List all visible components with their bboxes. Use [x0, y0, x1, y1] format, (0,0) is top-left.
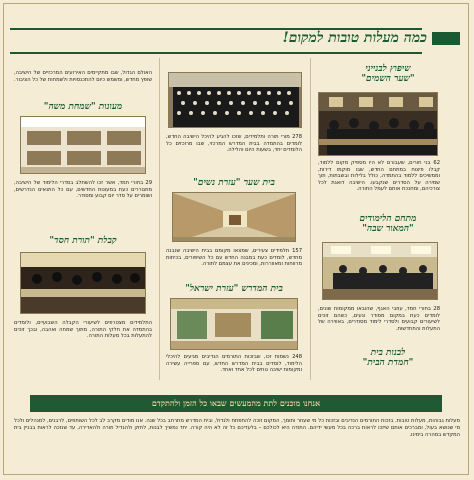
section-heading: בית שער "עזרת נשים"	[193, 178, 275, 188]
page-title: כמה מעלות טובות למקום!	[282, 30, 427, 46]
column-left	[14, 58, 154, 380]
header-accent-block	[432, 32, 460, 45]
section-paragraph: 29 בחורי חמד, אשר זכו להשתלב בסדרי הלימוד של הישיבה, מתגוררים כעת במעונות החדשים, עם כל התנאים הנדרשים, ושומרים על סדר יום קבוע ומסודר.	[14, 180, 152, 200]
heading-line: "שער השמים"	[361, 74, 415, 84]
section-paragraph: התלמידים מצטרפים לשיעורי הקבלה השבועיים, ולומדים בהתמדה את חלקי התורה, מתוך שמחה ואהבה, ובכך זוכים להתעלות בכל מעלות התורה.	[14, 320, 152, 340]
photo-learning-session	[20, 252, 146, 314]
section-paragraph: 157 תלמידים צעירים, שמצאו מקומם בבית הישיבה שנבנה מחדש, לומדים כעת במבנה החדש עם כל השיפורים, בכיתות מרווחות ומאווררות, ומכינים את עצמם לתורה.	[166, 248, 302, 268]
section-heading	[318, 214, 458, 234]
section-paragraph: האולם הגדול, שבו מתקיימים האירועים המרכזיים של הישיבה, שופץ מחדש, ומשמש כיום להתכנסויות ולשמחות של כל הציבור.	[14, 70, 152, 83]
photo-dormitory	[20, 116, 146, 174]
heading-line: "חמדת הבית"	[362, 358, 414, 368]
section-paragraph: 62 בני חורים, שעבורם לא היו מספיק מקום ללמוד, קבלו פיצוח במתחם החדש, שבו מוקמו דירות, וממשיכים ללמוד בהתמדה, כולל בלילות ובשבתות, תוך שמירה על הסדרים שנקבעו. הישיבה דואגת לכל צורכיהם, ומחנכת אותם לעמל התורה.	[318, 160, 440, 193]
section-heading: בית המדרש "עזרת ישראל"	[185, 284, 283, 294]
photo-beit-midrash	[170, 298, 298, 350]
section-paragraph: 248 נשמות זכו, שבזכות התורמים הנדיבים מגיעים להיכלי הלימוד, לומדים בבית המדרש החדש, עם ספרייה עשירה ומקומות ישיבה נוחים לכל אחד ואחד.	[166, 354, 302, 374]
section-paragraph: 28 בחורי חמד, עוזבי האגף, שהובאו ממקומות שונים, לומדים כעת במקום מסודר ונעים, כשהם זוכים לשיעורים קבועים ולסדרי לימוד מסודרים, באווירה של התעלות והתחדשות.	[318, 306, 440, 332]
bottom-banner: אנחנו מוכנים לתת מהמעשים שבאו כל הזמן ולהתקדם	[30, 395, 442, 412]
heading-line: "המאור שבה"	[362, 224, 414, 234]
heading-line: מתחם הלימודים	[359, 214, 417, 224]
column-right	[318, 58, 458, 380]
section-heading: קבלת "תורת חסד"	[49, 236, 117, 246]
section-heading: מעונות "שמחת משה"	[43, 102, 123, 112]
photo-group-gathering	[168, 72, 302, 128]
photo-classroom	[322, 242, 438, 300]
photo-study-hall	[318, 92, 438, 156]
heading-line: שיפוץ לבנייני	[365, 64, 411, 74]
section-heading	[318, 64, 458, 84]
column-divider	[159, 58, 160, 380]
footer-paragraph: מעלות גבוהות, מעלות טובות. בזכות התורמים הנדיבים ובזכות כל מי שעוזר ותומך, המקום זוכה להתפתח ולגדול, ובית המדרש מתרחב בכל שנה. אנו מודים מקרב לב לכל השותפים, לרבנים, למנהלים ולכל מי שנושא בעול, ומברכים אותם שיזכו לראות ברכה בכל מעשי ידיהם. התודה היא לכולכם – בלעדיכם כל זה לא היה קורה. יחד נמשיך לבנות, לחזק ולהגדיל תורה ולהאדירה, עד שנזכה לראות בבניין בית המקדש במהרה בימינו.	[14, 418, 460, 438]
photo-corridor	[172, 192, 296, 242]
column-divider	[310, 58, 311, 380]
heading-line: לבנות בית	[370, 348, 406, 358]
section-paragraph: 278 מורי תורה ותלמידים, שזכו להגיע להיכל הישיבה החדש, לומדים בהתמדה בבית המדרש המרכזי, שבו מרוכזים כל הלומדים יחד, בשעות היום והלילה.	[166, 134, 302, 154]
column-middle	[166, 58, 306, 380]
section-heading	[318, 348, 458, 368]
